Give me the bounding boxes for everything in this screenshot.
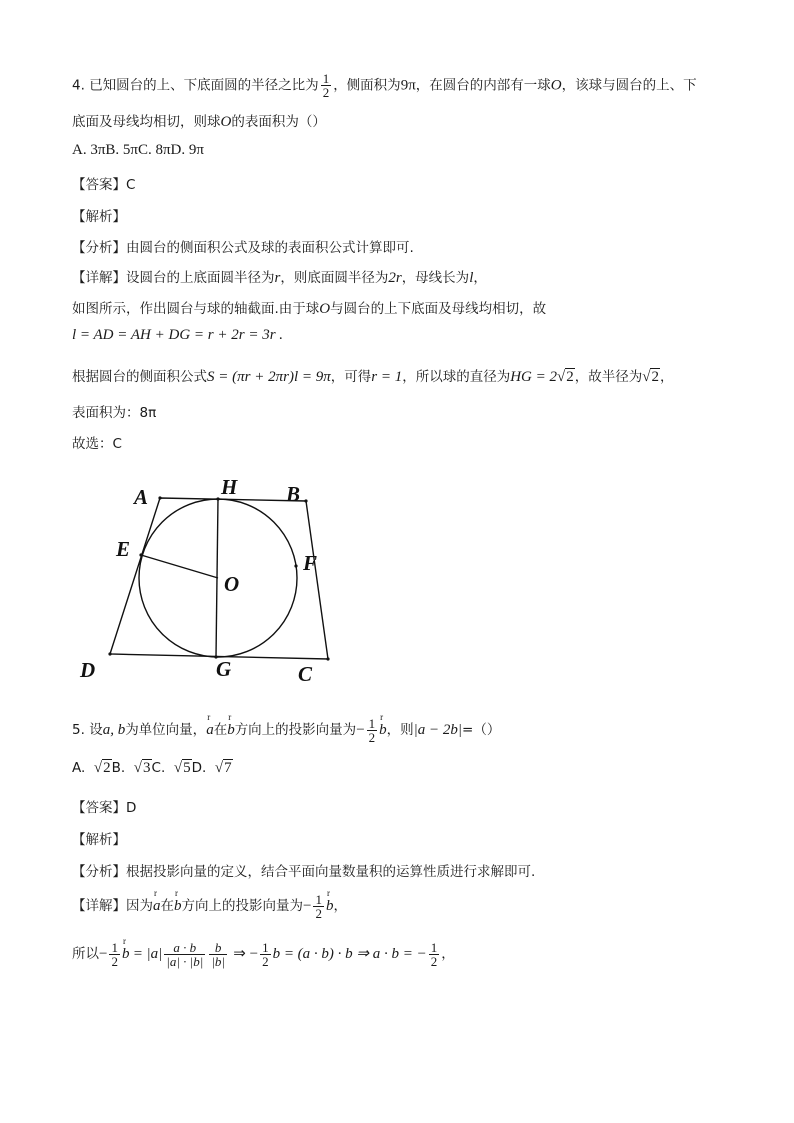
q4-detail6: 故选：C xyxy=(72,436,122,452)
q5-line1: 5. 设a, b为单位向量，r a在r b方向上的投影向量为− $\frac{1}{2}$ r b，则|a − 2b|=（） xyxy=(72,716,500,744)
label-d: D xyxy=(80,658,96,682)
q4-detail1: 【详解】设圆台的上底面圆半径为r，则底面圆半径为2r，母线长为l， xyxy=(72,270,487,286)
frustum-cross-section-diagram xyxy=(70,470,360,695)
q5-analysis-label: 【解析】 xyxy=(72,832,126,848)
label-a: A xyxy=(134,485,149,509)
q5-options: A. √2B. √3C. √5D. √7 xyxy=(72,760,232,776)
label-e: E xyxy=(116,537,131,561)
label-f: F xyxy=(303,551,318,575)
q4-detail2: 如图所示，作出圆台与球的轴截面.由于球O与圆台的上下底面及母线均相切，故 xyxy=(72,301,547,317)
q4-detail3: l = AD = AH + DG = r + 2r = 3r . xyxy=(72,327,284,343)
label-h: H xyxy=(221,475,238,499)
q4-detail5: 表面积为：8π xyxy=(72,405,157,421)
segment-eo xyxy=(141,555,218,578)
q4-detail4: 根据圆台的侧面积公式S = (πr + 2πr)l = 9π，可得r = 1，所以球的直径为HG = 2√2，故半径为√2， xyxy=(72,369,674,385)
trapezoid-abcd xyxy=(110,498,328,659)
label-c: C xyxy=(298,662,313,686)
label-b: B xyxy=(286,482,301,506)
q4-line1: 4. 已知圆台的上、下底面圆的半径之比为 $\frac{1}{2}$ ，侧面积为9π，在圆台的内部有一球O，该球与圆台的上、下 xyxy=(72,71,697,100)
q4-text: 已知圆台的上、下底面圆的半径之比为 xyxy=(89,77,319,94)
q4-number: 4. xyxy=(72,77,85,94)
q5-detail2: 所以− $\frac{1}{2}$ r b = |a| $\frac{a \cdot b}{|a| \cdot |b|}$ $\frac{b}{|b|}$ ⇒ − $\frac{1}{2}$ b = (a · b) · b ⇒ a · b = − $\frac{1}{2}$ ， xyxy=(72,940,455,968)
q4-line2: 底面及母线均相切，则球O的表面积为（） xyxy=(72,114,326,130)
label-g: G xyxy=(216,657,232,681)
q5-answer: 【答案】D xyxy=(72,800,137,816)
q5-fenxi: 【分析】根据投影向量的定义，结合平面向量数量积的运算性质进行求解即可. xyxy=(72,864,536,880)
q5-detail1: 【详解】因为r a在r b方向上的投影向量为− $\frac{1}{2}$ r b， xyxy=(72,892,347,920)
q4-answer: 【答案】C xyxy=(72,177,136,193)
q4-options: A. 3πB. 5πC. 8πD. 9π xyxy=(72,142,204,158)
q4-analysis-label: 【解析】 xyxy=(72,209,126,225)
q4-fenxi: 【分析】由圆台的侧面积公式及球的表面积公式计算即可. xyxy=(72,240,414,256)
label-o: O xyxy=(224,572,240,596)
fraction: $\frac{1}{2}$ xyxy=(322,71,330,100)
